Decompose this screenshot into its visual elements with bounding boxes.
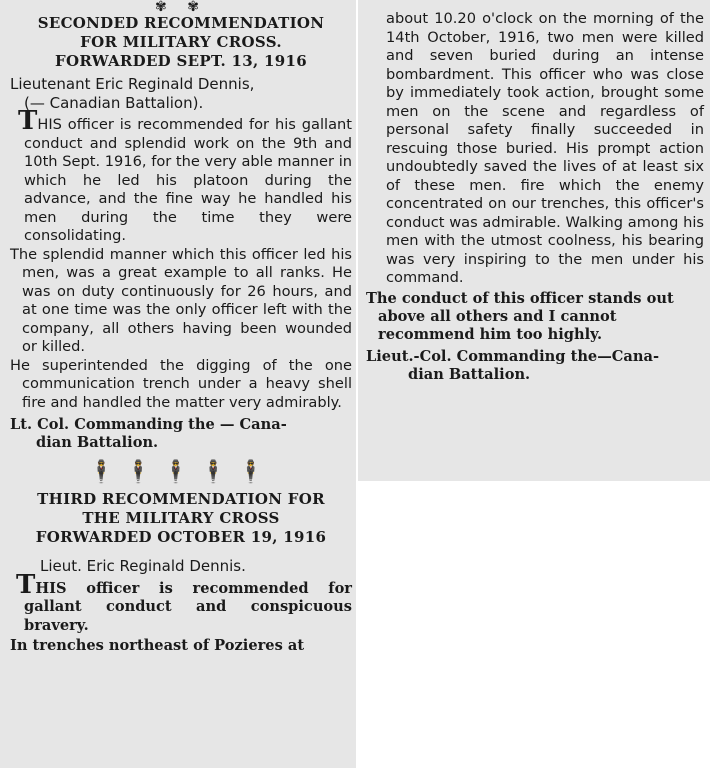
byline-line: Lieutenant Eric Reginald Dennis, — [10, 75, 255, 93]
ornament-top: ✾ ✾ — [155, 0, 207, 14]
headline-line: FORWARDED OCTOBER 19, 1916 — [35, 528, 327, 546]
signature-block — [10, 416, 352, 452]
signature-block-right — [366, 348, 704, 384]
paragraph-rescue-action: about 10.20 o'clock on the morning of the 14th October, 1916, two men were killed and seven buried during an intense bombardment. This officer who was close by immediately took action, brought some men on the scene and regardless of personal safety finally succeeded in rescuing those buried. His prompt action undoubtedly saved the lives of at least six of these men. fire which the enemy concentrated on our trenches, this officer's conduct was admirable. Walking among his men with the utmost coolness, his bearing was very inspiring to the men under his command. — [386, 10, 704, 286]
section-divider-ornament: 🕴🕴🕴🕴🕴 — [87, 460, 275, 485]
byline — [10, 75, 352, 112]
signature-line: dian Battalion. — [36, 434, 159, 451]
headline-third-recommendation — [10, 490, 352, 547]
cropped-headline-fragment — [366, 0, 704, 10]
right-column — [358, 0, 710, 481]
headline-line: SECONDED RECOMMENDATION — [37, 14, 325, 32]
headline-line: FOR MILITARY CROSS. — [80, 33, 282, 51]
paragraph-pozieres: In trenches northeast of Pozieres at — [10, 637, 305, 654]
paragraph-trench-digging: He superintended the digging of the one communication trench under a heavy shell fire and handled the matter very admirably. — [10, 356, 352, 411]
headline-line: THIRD RECOMMENDATION FOR — [37, 490, 325, 508]
signature-line: Lieut.-Col. Commanding the—Cana- — [366, 347, 660, 365]
byline-2: Lieut. Eric Reginald Dennis. — [40, 557, 246, 575]
headline-second-recommendation — [10, 14, 352, 71]
signature-line: dian Battalion. — [408, 365, 531, 383]
paragraph-conduct-summary: The conduct of this officer stands out above all others and I cannot recommend him too highly. — [366, 289, 674, 343]
headline-line: THE MILITARY CROSS — [82, 509, 280, 527]
headline-line: FORWARDED SEPT. 13, 1916 — [55, 52, 307, 70]
paragraph-recommendation: THIS officer is recommended for his gallant conduct and splendid work on the 9th and 10th Sept. 1916, for the very able manner in which he led his platoon during the advance, and the fine way he handled his men during the time they were consolidating. — [18, 106, 352, 244]
byline-line: (— Canadian Battalion). — [24, 93, 204, 112]
paragraph-leadership: The splendid manner which this officer led his men, was a great example to all ranks. He was on duty continuously for 26 hours, and at one time was the only officer left with the company, all others having been wounded or killed. — [10, 245, 352, 355]
paragraph-third-recommendation: THIS officer is recommended for gallant conduct and conspicuous bravery. — [16, 569, 352, 634]
signature-line: Lt. Col. Commanding the — Cana- — [10, 416, 287, 433]
